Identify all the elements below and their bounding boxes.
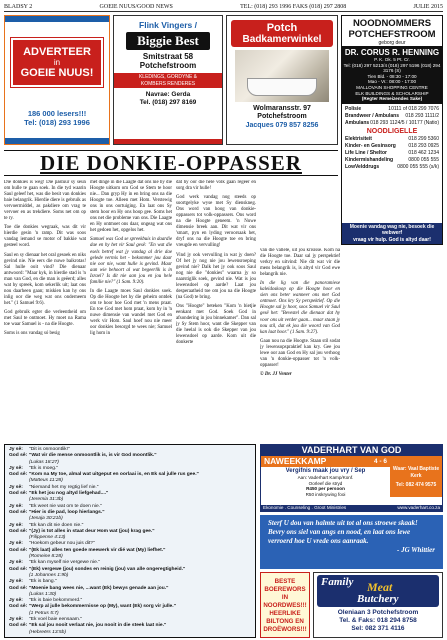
quote-line-2: Bevry ons siel van angs en nood, en laat ons lewe verroerd hoe U vrede ons aanraak.: [268, 528, 411, 545]
paragraph: Vind jy ook vervulling in wat jy doen? Of het jy nog nie jou lewensroeping gevind nie? Dalk het jy ook soos Saul nog nie die "donkies" waarna jy so naarstiglik soek, gevind nie. Wat is jou lewensdoel op aarde? Laat jou desperaatheid toe om jou na die Hoogte (na God) te bring.: [176, 252, 256, 300]
readership-count: 186 000 lesers!!!: [27, 109, 87, 118]
paragraph: Saul en sy dienaar het oral gesoek en niks gevind nie. Nie eers die nuwe baikrotas! Sal hulle ooit vind? Die dienaar antwoord: "Maar kyk, in hierdie stad is 'n man van God, en die man is geëerd; alles wat hy spreek, kom sekerlik uit; laat ons nou daarheen gaan; miskien kan hy ons inlig oor die weg wat ons onderneem het." (1 Samuel 9:6).: [4, 252, 86, 306]
dialogue-text: (1 Petrus 5:7): [29, 610, 59, 616]
dialogue-text: "Ek voel baie eensaam.": [29, 617, 82, 623]
page-number: BLADSY 2: [4, 3, 33, 10]
advertise-phone: Tel: (018) 293 1996: [24, 118, 90, 127]
dialogue-text: (Hebreërs 13:5b): [29, 629, 66, 635]
noodnommers-sub: geborg deur: [378, 40, 406, 46]
dialogue-text: "Ek is baie bekommerd.": [29, 598, 83, 604]
dialogue-speaker: Jy sê:: [9, 617, 23, 623]
list-item: Brandweer / Ambulans 018 293 1111/2: [345, 112, 439, 119]
dialogue-text: "(Ek) vergewe (jou) sondes en reinig (jou) van alle ongeregtigheid.": [29, 566, 186, 572]
list-item: Life Line / Sheltor 018 462 1234: [345, 149, 439, 156]
dialogue-text: (Romeine 8:28): [29, 554, 63, 560]
dialogue-speaker: Jy sê:: [9, 484, 23, 490]
list-item: Ambulans 018 293 1124/5 / 10177 (Natio): [345, 119, 439, 126]
dialogue-text: (Lukas 18:27): [29, 459, 59, 465]
vaderhart-ad[interactable]: [260, 444, 443, 512]
dialogue-speaker: Jy sê:: [9, 598, 23, 604]
quote-author: - JG Whittier: [397, 546, 435, 554]
noodnommers-title: NOODNOMMERS: [352, 18, 432, 29]
dialogue-speaker: God sê:: [9, 566, 28, 572]
advertise-heading: ADVERTEER in GOEIE NUUS!: [11, 38, 103, 87]
biggie-top-line: Flink Vingers /: [139, 20, 197, 30]
dialogue-box: [4, 444, 256, 638]
potch-address: Wolmaransstr. 97: [253, 105, 311, 112]
biggie-phone: Tel. (018) 297 8169: [139, 99, 197, 106]
noodnommers-town: POTCHEFSTROOM: [348, 29, 436, 40]
beste-boerewors-ad[interactable]: BESTE BOEREWORS IN NOORDWES!!! HEERLIKE BILTONG EN DROËWORS!!!: [260, 572, 310, 638]
dialogue-text: (Matteus 11:28): [29, 478, 63, 484]
butchery-cell: Sel: 082 371 4116: [351, 625, 405, 632]
dialogue-text: "Ek sal jou nooit verlaat nie, jou nooit in die steek laat nie.": [29, 623, 167, 629]
family-meat-butchery-ad[interactable]: [313, 572, 443, 638]
butchery-address: Oleniaan 3 Potchefstroom: [337, 609, 419, 616]
butchery-phone: Tel. & Faks: 018 294 8758: [339, 617, 417, 624]
paragraph: met dinge in die Laagte dat ons nie by die Hoogte uitkom om God se Stem te hoor nie... Dan gryp Hy in en bring ons na die Hoogte toe. Alleen met Hom. Verstewig ons in ons oortuiging. En laat ons Sy stem hoor en Hy ons hoop gee. Soms het ons net die probleme van ons. Die Laagte en Hy ontmoet ons daar, ongeag wat ons het gedoen het, opgelos het.: [90, 180, 172, 234]
paragraph: Soms is ons vandag só besig: [4, 331, 60, 337]
vaderhart-line: R450 per persoon: [306, 486, 345, 492]
paragraph: Ons "Hoogte" beteken "Kom 'n bietjie eenkant met God. Soek God in afsondering in jou binnekamer". Dan sal jy Sy Stem hoor, want die Skepper van die heelal is ook die Skepper van jou lewensdoel op aarde. Kom uit die donkerte: [176, 303, 256, 346]
vaderhart-line: R50 inskrywing fooi: [305, 491, 346, 497]
paragraph: dat hy oor die hele volk gaan regeer en sorg dra vir hulle!: [176, 180, 256, 192]
paragraph: God gebruik egter die verleentheid om met Saul te ontmoet. Hy moet na Rama toe waar Samuel is - na die Hoogte.: [4, 309, 86, 328]
biggie-products: KLEDINGS, GORDYNE & KOMBERS RENDERES: [114, 73, 222, 88]
paragraph: In die lig van die panoramiese kaleidoskoop op die Hoogte hoor en sien ons beter wanneer ons met God ontmoet. Ons kry Sy perspektief. Op die Hoogte sal jy hoor, soos Samuel vir Saul gesê het: "Bevestel die dienaar dat hy voor ons uit verder gaan... maar staan jy nou stil, dat ek jou die woord van God kan laat hoor." (1 Sam. 9:27).: [260, 281, 340, 335]
list-item: LowVelddrugs 0800 055 555 (s/k): [345, 163, 439, 170]
vaderhart-line: Aan: Vaderhart Kamp/Konf.: [297, 475, 354, 480]
paragraph: Samuel was God se spreekbuis in daardie dae en hy het vir Saul gesê: "En wat die esels betref wat jy vandag al drie dae gelede vermis het - bekommer jou daar nie oor nie, want hulle is gevind. Maar aan wie behoort al wat begeerlik is in Israel? Is dit nie aan jou en jou hele familie nie?" (1 Sam. 9:20).: [90, 237, 172, 285]
dialogue-text: (Jeremia 31:3b): [29, 497, 64, 503]
noodnommers-footer: Moenie vandag wag nie, besoek die webwerf vraag vir hulp. God is altyd daar!: [342, 223, 442, 245]
article-column-3: [176, 180, 256, 440]
dialogue-text: (Lukas 1:30): [29, 591, 57, 597]
dialogue-text: "Ek is moeg.": [29, 465, 59, 471]
dialogue-speaker: God sê:: [9, 604, 28, 610]
list-item: Polisie 10111 of 018 299 7076: [345, 105, 439, 112]
advertise-banner-top: [5, 16, 109, 22]
potch-contact: Jacques 079 857 8256: [245, 122, 319, 129]
quote-line-1: Sterf U dou van halmte uit tot al ons stroewe skaak!: [268, 519, 418, 527]
dialogue-speaker: God sê:: [9, 453, 28, 459]
vaderhart-subtitle: Vergifnis maak jou vry / Sep: [285, 468, 366, 474]
dialogue-speaker: Jy sê:: [9, 560, 23, 566]
dialogue-speaker: Jy sê:: [9, 522, 23, 528]
potch-town: Potchefstroom: [257, 113, 307, 120]
dialogue-text: "Werp al julle bekommernisse op (My), want (Ek) sorg vir julle.": [29, 604, 176, 610]
dialogue-text: "Niemand het my regtig lief nie.": [29, 484, 99, 490]
contact-numbers: TEL: (018) 293 1996 FAKS (018) 297 2808: [240, 3, 347, 10]
biggie-contact: Navrae: Gerda: [145, 91, 191, 98]
biggie-best-ad[interactable]: [113, 15, 223, 145]
paragraph: God werk vandag nog steeds op soortgelyke wyse met Sy dienskneg. Ons word van hoog van donkie-oppassers tot volk-oppassers. Ons word na die Hoogte geneem. 'n Nuwe dimensie breek aan. Dit wat vir ons 'smart, pyn en lyding veroorsaak het, dryf ons na die Hoogte toe en bring vreugde en vervulling!: [176, 195, 256, 249]
dialogue-speaker: Jy sê:: [9, 447, 23, 452]
dialogue-speaker: Jy sê:: [9, 503, 23, 509]
dialogue-text: "Wat vir die mense onmoontlik is, is vir God moontlik.": [29, 453, 157, 459]
vaderhart-right: Waar: Vaal Baptiste Kerk Tel: 082 474 9575: [390, 456, 442, 497]
biggie-address: Smitstraat 58: [142, 52, 194, 61]
dialogue-speaker: God sê:: [9, 623, 28, 629]
article-column-1: [4, 180, 86, 440]
dialogue-speaker: Jy sê:: [9, 465, 23, 471]
dialogue-speaker: God sê:: [9, 585, 28, 591]
dialogue-text: (1 Johannes 1:9b): [29, 572, 69, 578]
paragraph: van die vallele, uit jou krisisse. Kom na die Hoogte toe. Daar sal jy perspektief verkry en uitvind: Nie dit wat vir die mens belangrik is, is altyd vir God ewe belangrik nie.: [260, 248, 340, 278]
dialogue-speaker: God sê:: [9, 472, 28, 478]
issue-date: JULIE 2015: [413, 3, 443, 10]
dialogue-speaker: God sê:: [9, 509, 28, 515]
biggie-strip: [114, 139, 222, 144]
dialogue-text: "Moenie bang wees nie, ...want (Ek) bewys genade aan jou.": [29, 585, 169, 591]
noodnommers-sponsor: DR. CORUS R. HENNING P. K. Ok. 5 Pt. Cr. Tel: (018) 297 5213/4 (018) 297 5196 (018) 294 3176 (S) Tien Bld. - 08:30 - 17:00 Mao - Vr.: 08:00 - 17:00 MALLOVAIN SHOPPING CENTRE ELK BUILDINGS & SCHOLARSHIP (Regter Remeizendes Sake): [342, 46, 442, 104]
advertise-banner-bottom: [5, 138, 109, 144]
dialogue-speaker: God sê:: [9, 528, 28, 534]
dialogue-speaker: Jy sê:: [9, 541, 23, 547]
dialogue-text: "Ek kan myself nie vergewe nie.": [29, 560, 100, 566]
vaderhart-footer: Ekonomie . Counseling . Groot Ministries www.vaderhart.co.za: [263, 505, 440, 510]
dialogue-text: (Filippense 4:13): [29, 535, 66, 541]
advertise-ad[interactable]: [4, 15, 110, 145]
bathroom-photo: [235, 50, 329, 102]
paragraph: Die donkies is weg! Die pastuur sy seun om hulle te gaan soek. In die tyd waarin Saul geleef het, was die besit van donkies baie belangrik. Hierdie diere is gebruik as vervoermiddel, as pakdiere om vrag te vervoer en as trekdiere. Soms net om op te ry.: [4, 180, 86, 222]
article-title: DIE DONKIE-OPPASSER: [40, 150, 302, 175]
biggie-logo: Biggie Best: [126, 32, 210, 50]
dialogue-text: "(Jy) is tot alles in staat deur Hom wat (jou) krag gee.": [29, 528, 155, 534]
dialogue-text: "Hoekom gebeur nou juis dit?": [29, 541, 95, 547]
dialogue-text: "Ek het jou nog altyd liefgehad....": [29, 491, 109, 497]
vaderhart-line: Oorleef die stryd: [308, 480, 343, 486]
article-author: © Dr. JJ Venter: [260, 371, 292, 377]
dialogue-text: "Hier is die pad, loop hierlangs.": [29, 509, 105, 515]
dialogue-speaker: Jy sê:: [9, 579, 23, 585]
section-heading: NOODLIGELLE: [366, 127, 418, 135]
page-header: [4, 2, 443, 12]
dialogue-speaker: God sê:: [9, 491, 28, 497]
dialogue-reference: [9, 630, 251, 636]
bath-tub-shape: [247, 78, 317, 96]
publication-name: GOEIE NUUS/GOOD NEWS: [99, 3, 173, 10]
butchery-logo: Family Meat Butchery: [317, 575, 439, 607]
vaderhart-body: [261, 456, 442, 497]
dialogue-text: "Ek is bang.": [29, 579, 57, 585]
potch-badkamer-ad[interactable]: [226, 15, 338, 145]
quote-box: [260, 515, 443, 569]
article-column-2: [90, 180, 172, 440]
dialogue-text: "Ek kan dit nie doen nie.": [29, 522, 84, 528]
noodnommers-box: [341, 15, 443, 245]
naweekkamp-banner: NAWEEKKAMP 4 - 6: [261, 456, 390, 467]
vaderhart-left: [261, 456, 390, 497]
dialogue-text: "Kom na My toe, almal wat uitgeput en oorlaai is, en Ek sal julle rus gee.": [29, 472, 199, 478]
paragraph: In die Laagte moes Saul donkies soek. Op die Hoogte het hy die geheim ontdek om te hoor hoe God met 'n mens praat. En toe God met hom praat, kom hy in 'n nuwe dimensie van wandel met God en werk vir Hom. Saul hoef nou nie meer oor donkies besorgd te wees nie; Samuel lig hom in: [90, 288, 172, 337]
biggie-town: Potchefstroom: [139, 61, 197, 70]
dialogue-text: (Jesaja 30:21b): [29, 516, 63, 522]
article-title-bar: [4, 150, 338, 176]
vaderhart-title: VADERHART VAN GOD: [261, 445, 442, 456]
dialogue-text: "Ek weet nie wat om te doen nie.": [29, 503, 102, 509]
list-item: Kinder- en Gesinsorg 018 293 0925: [345, 142, 439, 149]
dialogue-text: "Dit is onmoontlik!": [29, 447, 70, 452]
paragraph: Gaan nou na die Hoogte. Staan stil sodat jy lewensopspraktief kan kry. Gee jou lewe oor aan God en Hy sal jou verhoog van 'n donkie-oppasser tot 'n volk-oppasser!: [260, 338, 340, 368]
list-item: Elektrisiteit 018 299 5360: [345, 135, 439, 142]
article-column-4: [260, 248, 340, 440]
emergency-list: [342, 104, 442, 173]
paragraph: Toe die donkies wegraak, was dit vir hierdie gesin 'n ramp. Dit was soos vandag iemand se motor of bakkie wat gesteel word.: [4, 225, 86, 249]
dialogue-text: "(Ek laat) alles ten goede meewerk vir dié wat (My) liefhet.": [29, 547, 166, 553]
list-item: Kindermishandeling 0800 055 555: [345, 156, 439, 163]
dialogue-speaker: God sê:: [9, 547, 28, 553]
potch-heading: Potch Badkamerwinkel: [231, 20, 333, 47]
